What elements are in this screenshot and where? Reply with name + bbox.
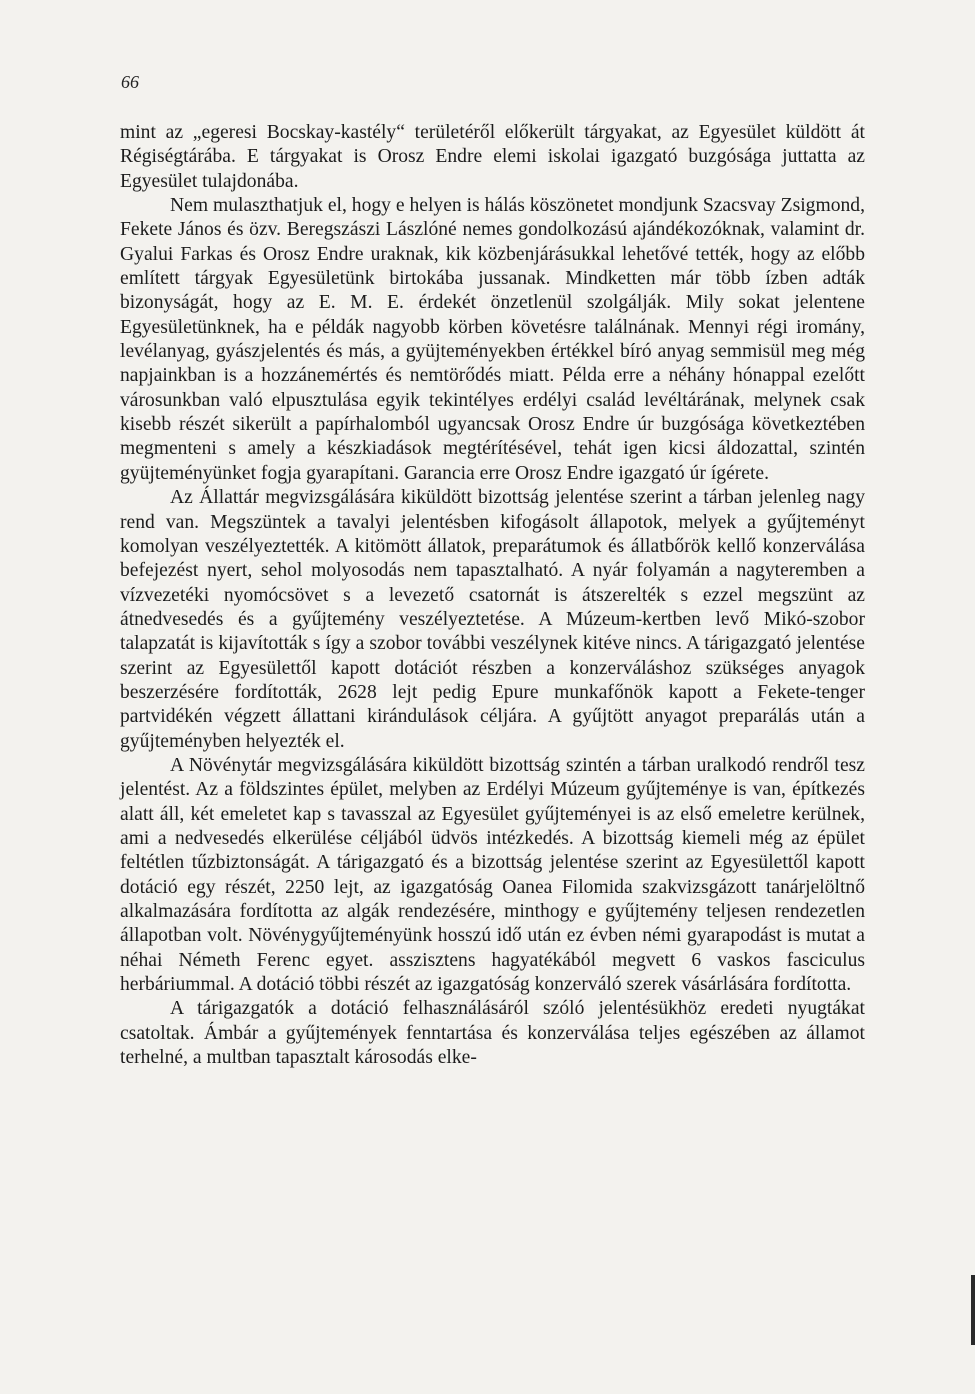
paragraph: mint az „egeresi Bocskay-kastély“ területéről előkerült tárgyakat, az Egyesület küldött át Régiségtárába. E tárgyakat is Orosz Endre elemi iskolai igazgató buzgósága juttatta az Egyesület tulajdonába. xyxy=(120,122,865,192)
paragraph: A tárigazgatók a dotáció felhasználásáról szóló jelentésükhöz eredeti nyugtákat csatoltak. Ámbár a gyűjtemények fenntartása és konzerválása teljes egészében az államot terhelné, a multban tapasztalt károsodás elke- xyxy=(120,998,865,1069)
paragraph: Nem mulaszthatjuk el, hogy e helyen is hálás köszönetet mondjunk Szacsvay Zsigmond, Fekete János és özv. Beregszászi Lászlóné nemes gondolkozású ajándékozóknak, valamint dr. Gyalui Farkas és Orosz Endre uraknak, kik közbenjárásukkal lehetővé tették, hogy az előbb említett tárgyak Egyesületünk birtokába jussanak. Mindketten már több ízben adták bizonyságát, hogy az E. M. E. érdekét önzetlenül szolgálják. Mily sokat jelentene Egyesületünknek, ha e példák nagyobb körben követésre találnának. Mennyi régi iromány, levélanyag, gyászjelentés és más, a gyüjteményekben értékkel bíró anyag semmisül meg még napjainkban is a hozzánemértés és nemtörődés miatt. Példa erre a néhány hónappal ezelőtt városunkban való elpusztulása egyik tekintélyes erdélyi család levéltárának, melynek csak kisebb részét sikerült a papírhalomból ugyancsak Orosz Endre úr buzgósága következtében megmenteni s amely a készkiadások megtérítésével, tehát igen kicsi áldozattal, szintén gyüjteményünket fogja gyarapítani. Garancia erre Orosz Endre igazgató úr ígérete. xyxy=(120,195,865,484)
paragraph: Az Állattár megvizsgálására kiküldött bizottság jelentése szerint a tárban jelenleg nagy rend van. Megszüntek a tavalyi jelentésben kifogásolt állapotok, melyek a gyűjteményt komolyan veszélyeztették. A kitömött állatok, preparátumok és állatbőrök kellő konzerválása befejezést nyert, sehol molyosodás nem tapasztalható. A nyár folyamán a nagyteremben a vízvezetéki nyomócsövet s a levezető csatornát is átszerelték s ezzel megszünt az átnedvesedés és a gyűjtemény veszélyeztetése. A Múzeum-kertben levő Mikó-szobor talapzatát is kijavították s így a szobor további veszélynek kitéve nincs. A tárigazgató jelentése szerint az Egyesülettől kapott dotációt részben a konzerváláshoz szükséges anyagok beszerzésére fordították, 2628 lejt pedig Epure munkafőnök kapott a Fekete-tenger partvidékén végzett állattani kirándulások céljára. A gyűjtött anyagot preparálás után a gyűjteményben helyezték el. xyxy=(120,487,865,752)
body-text xyxy=(120,121,865,1070)
page-number: 66 xyxy=(121,72,139,92)
paragraph: A Növénytár megvizsgálására kiküldött bizottság szintén a tárban uralkodó rendről tesz jelentést. Az a földszintes épület, melyben az Erdélyi Múzeum gyűjteménye is van, építkezés alatt áll, két emeletet kap s tavasszal az Egyesület gyűjteményei is az első emeletre kerülnek, ami a nedvesedés elkerülése céljából üdvös intézkedés. A bizottság kiemeli még az épület feltétlen tűzbiztonságát. A tárigazgató és a bizottság jelentése szerint az Egyesülettől kapott dotáció egy részét, 2250 lejt, az igazgatóság Oanea Filomida szakvizsgázott tanárjelöltnő alkalmazására fordította az algák rendezésére, minthogy e gyűjtemény teljesen rendezetlen állapotban volt. Növénygyűjteményünk hosszú idő után ez évben némi gyarapodást is mutat a néhai Németh Ferenc egyet. asszisztens hagyatékából megvett 6 vaskos fasciculus herbáriummal. A dotáció többi részét az igazgatóság konzerváló szerek vásárlására fordította. xyxy=(120,754,865,996)
scan-edge-mark xyxy=(971,1275,975,1345)
